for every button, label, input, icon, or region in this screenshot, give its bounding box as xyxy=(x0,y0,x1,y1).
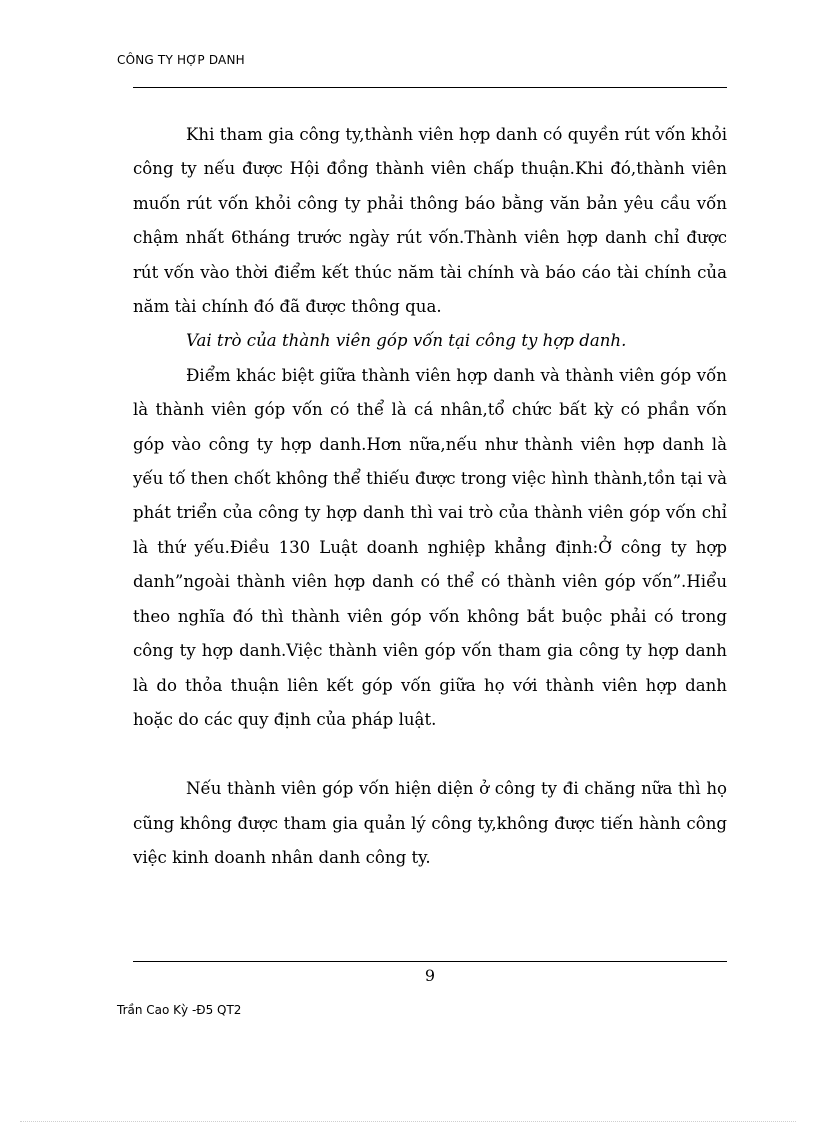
header-title: CÔNG TY HỢP DANH xyxy=(117,53,245,67)
paragraph-capital-member-role: Điểm khác biệt giữa thành viên hợp danh và thành viên góp vốn là thành viên góp vốn có thể là cá nhân,tổ chức bất kỳ có phần vốn góp vào công ty hợp danh.Hơn nữa,nếu như thành viên hợp danh là yếu tố then chốt không thể thiếu được trong việc hình thành,tồn tại và phát triển của công ty hợp danh thì vai trò của thành viên góp vốn chỉ là thứ yếu.Điều 130 Luật doanh nghiệp khẳng định:Ở công ty hợp danh”ngoài thành viên hợp danh có thể có thành viên góp vốn”.Hiểu theo nghĩa đó thì thành viên góp vốn không bắt buộc phải có trong công ty hợp danh.Việc thành viên góp vốn tham gia công ty hợp danh là do thỏa thuận liên kết góp vốn giữa họ với thành viên hợp danh hoặc do các quy định của pháp luật. xyxy=(133,365,727,729)
document-body xyxy=(133,118,727,876)
footer-divider xyxy=(133,961,727,962)
paragraph-withdrawal: Khi tham gia công ty,thành viên hợp danh có quyền rút vốn khỏi công ty nếu được Hội đồng thành viên chấp thuận.Khi đó,thành viên muốn rút vốn khỏi công ty phải thông báo bằng văn bản yêu cầu vốn chậm nhất 6tháng trước ngày rút vốn.Thành viên hợp danh chỉ được rút vốn vào thời điểm kết thúc năm tài chính và báo cáo tài chính của năm tài chính đó đã được thông qua. xyxy=(133,125,727,317)
section-subheading: Vai trò của thành viên góp vốn tại công ty hợp danh. xyxy=(186,331,627,351)
footer-author: Trần Cao Kỳ -Đ5 QT2 xyxy=(117,1003,242,1017)
page-bottom-border xyxy=(20,1121,796,1122)
header-divider xyxy=(133,87,727,88)
page-number: 9 xyxy=(424,966,436,985)
paragraph-management-restriction: Nếu thành viên góp vốn hiện diện ở công ty đi chăng nữa thì họ cũng không được tham gia quản lý công ty,không được tiến hành công việc kinh doanh nhân danh công ty. xyxy=(133,779,727,868)
